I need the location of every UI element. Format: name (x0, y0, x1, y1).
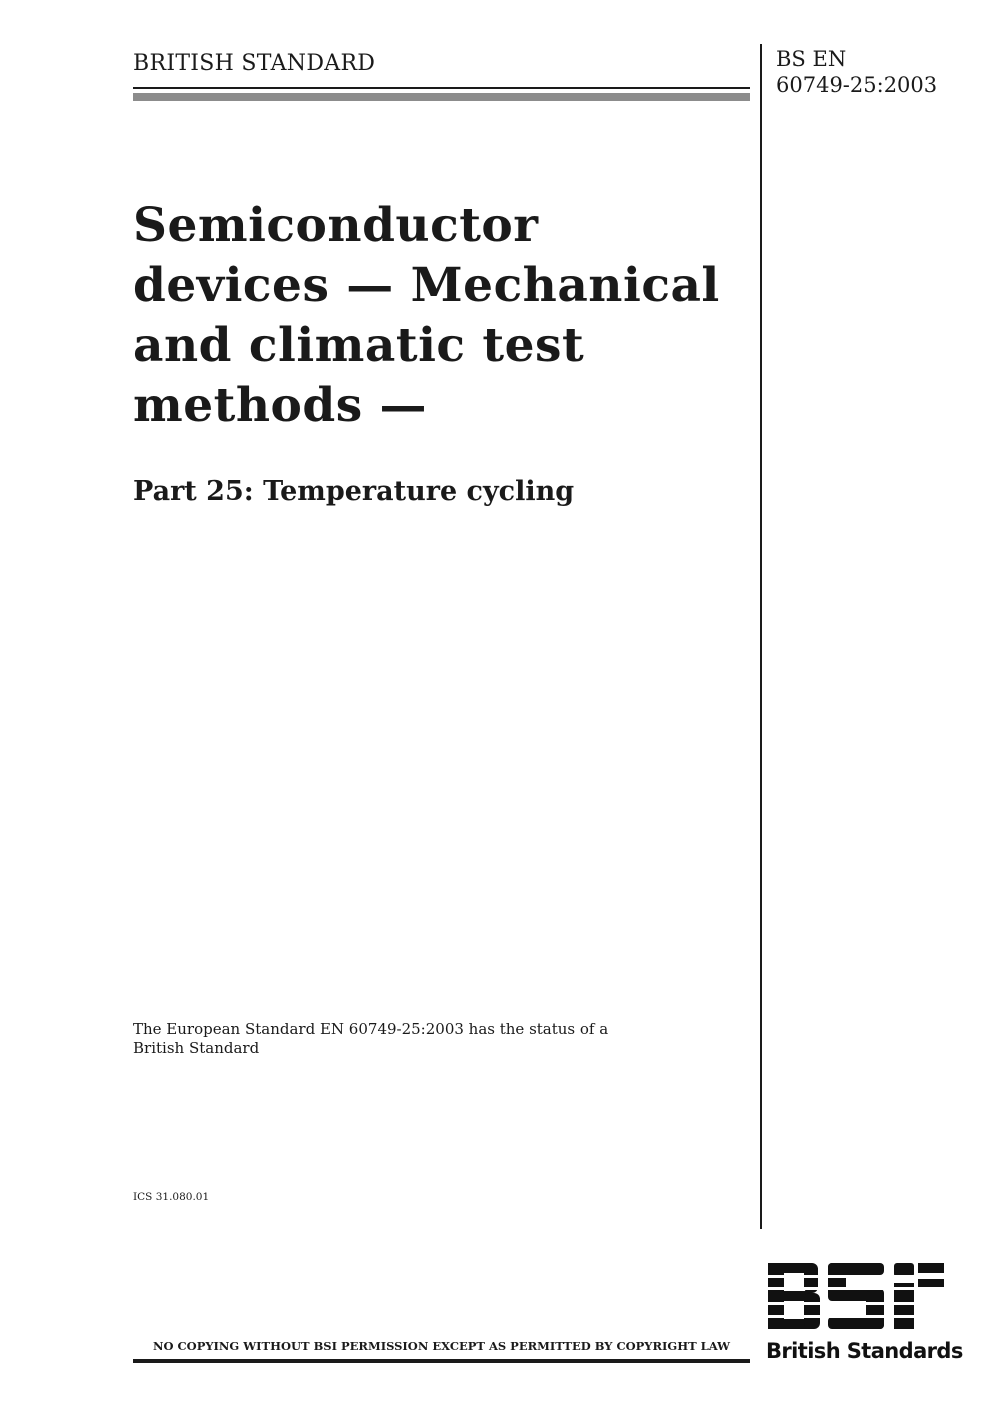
status-note-line: British Standard (133, 1039, 260, 1057)
title-line: and climatic test (133, 318, 585, 373)
copyright-notice: NO COPYING WITHOUT BSI PERMISSION EXCEPT AS PERMITTED BY COPYRIGHT LAW (152, 1339, 731, 1353)
footer-rule (133, 1359, 750, 1363)
ics-code: ICS 31.080.01 (133, 1191, 210, 1203)
vertical-divider (760, 44, 762, 1229)
document-title (133, 196, 753, 436)
bsi-logo (766, 1261, 963, 1369)
logo-caption: British Standards (766, 1339, 963, 1363)
title-line: devices — Mechanical (133, 258, 720, 313)
document-type-label: BRITISH STANDARD (133, 51, 376, 76)
header-rule-thick (133, 93, 750, 101)
standard-code: 60749-25:2003 (776, 73, 938, 97)
title-line: Semiconductor (133, 198, 539, 253)
status-note-line: The European Standard EN 60749-25:2003 has the status of a (133, 1020, 609, 1038)
standard-prefix: BS EN (776, 47, 847, 71)
standard-number (776, 46, 937, 98)
header-rule-thin (133, 87, 750, 89)
title-line: methods — (133, 378, 428, 433)
document-subtitle: Part 25: Temperature cycling (133, 476, 575, 507)
status-note (133, 1020, 693, 1058)
bsi-wordmark-icon (766, 1261, 946, 1331)
